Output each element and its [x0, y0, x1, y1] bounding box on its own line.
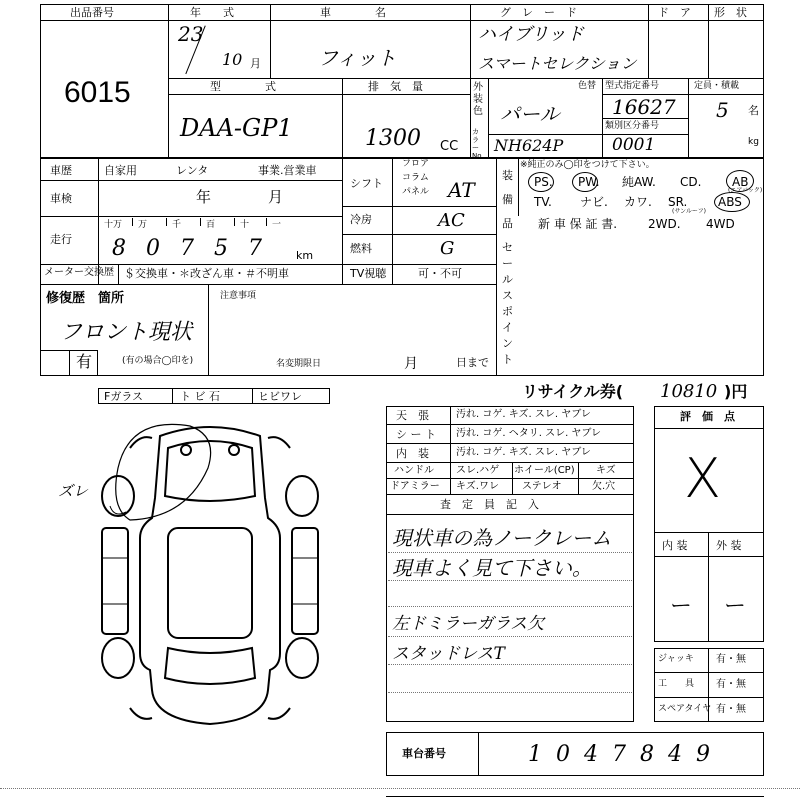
equipment-label: 装備品 [502, 169, 513, 230]
circle-ab [726, 170, 754, 192]
condition-label: 内 装 [396, 447, 429, 460]
lot-number: 6015 [64, 76, 131, 109]
car-diagram [90, 408, 330, 748]
equipment-note: ※純正のみ◯印をつけて下さい。 [520, 160, 655, 170]
equipment-item: ナビ. [580, 195, 608, 209]
mileage-divider [132, 218, 133, 226]
tool-label: 工 具 [658, 679, 695, 689]
exterior-label: 外 装 [716, 539, 742, 552]
fuel-label: 燃料 [350, 242, 372, 255]
history-label: 車歴 [50, 164, 72, 177]
inspection-month-unit: 月 [268, 188, 284, 206]
wheel-items: キズ [596, 465, 616, 476]
car-name-value: フィット [318, 46, 397, 70]
month-unit: 月 [250, 57, 261, 70]
mileage-divider [200, 218, 201, 226]
glass-chip: ト ビ 石 [180, 390, 220, 403]
interior-label: 内 装 [662, 539, 688, 552]
glass-crack: ヒビワレ [258, 390, 302, 403]
name-change-day: 日まで [456, 356, 489, 369]
inspector-label: 査 定 員 記 入 [440, 498, 539, 511]
mileage-digit: 7 [180, 236, 194, 261]
circle-pw [572, 172, 598, 192]
recycle-value: 10810 [660, 381, 718, 402]
mileage-divider [166, 218, 167, 226]
equipment-item: PS. [534, 175, 553, 189]
mirror-label: ドアミラー [390, 481, 440, 492]
mileage-unit: km [296, 249, 314, 262]
grade-label: グ レ ー ド [500, 6, 577, 19]
inspector-line-2: 現車よく見て下さい。 [392, 556, 592, 580]
inspector-line-1: 現状車の為ノークレーム [392, 526, 612, 550]
mileage-divider [266, 218, 267, 226]
shift-option-panel: パネル [402, 187, 430, 197]
car-name-label: 車 名 [320, 6, 386, 19]
mileage-digit-label: 一 [272, 220, 282, 230]
exterior-value: ー [722, 594, 745, 619]
year-value: 23 [178, 22, 204, 46]
condition-label: シ ー ト [396, 428, 436, 441]
meter-label: メーター交換歴 [44, 267, 114, 278]
mileage-digit: 7 [248, 236, 262, 261]
repair-value: フロント現状 [60, 320, 193, 345]
equipment-item: CD. [680, 175, 702, 189]
sales-point-label: セールスポイント [502, 241, 513, 366]
mirror-items: キズ.ワレ [456, 481, 499, 492]
displacement-unit: CC [440, 139, 459, 154]
rating-value: X [684, 447, 721, 510]
tool-value: 有・無 [716, 679, 746, 690]
condition-label: 天 張 [396, 409, 429, 422]
condition-items: 汚れ. コゲ. ヘタリ. スレ. ヤブレ [456, 428, 602, 439]
model-value: DAA-GP1 [180, 114, 293, 142]
equipment-item: 2WD. [648, 217, 681, 231]
handle-label: ハンドル [394, 465, 434, 476]
equipment-item: 新 車 保 証 書. [538, 217, 618, 231]
displacement-value: 1300 [365, 126, 421, 151]
repair-has-label: 有 [76, 352, 93, 371]
color-name-label: 色替 [578, 81, 597, 91]
tool-label: スペアタイヤ [658, 704, 712, 714]
diagram-note: ズレ [58, 482, 89, 500]
stereo-label: ステレオ [522, 481, 562, 492]
exterior-color-label: 外装色 [473, 82, 483, 117]
mileage-digit: 8 [112, 236, 126, 261]
tool-value: 有・無 [716, 704, 746, 715]
stereo-items: 欠.穴 [592, 481, 616, 492]
tv-value: 可・不可 [418, 267, 462, 280]
interior-value: ー [668, 594, 691, 619]
load-unit: kg [748, 137, 759, 147]
history-option-private: 自家用 [104, 164, 137, 177]
meter-note: ＄交換車・＊改ざん車・＃不明車 [124, 267, 289, 280]
inspector-line-3: 左ドミラーガラス欠 [392, 614, 545, 634]
type-designation-label: 型式指定番号 [605, 81, 660, 91]
chassis-label: 車台番号 [402, 747, 446, 760]
circle-ps [528, 172, 554, 192]
mileage-digit-label: 百 [206, 220, 216, 230]
shift-label: シフト [350, 177, 383, 190]
handle-items: スレ.ハゲ [456, 465, 500, 476]
category-label: 類別区分番号 [605, 121, 660, 131]
equipment-item: AB [732, 175, 749, 189]
recycle-unit: )円 [724, 382, 748, 401]
shift-option-floor: フロア [402, 159, 430, 169]
category-value: 0001 [612, 135, 656, 155]
mileage-digit-label: 十万 [104, 220, 123, 230]
chassis-value: 1047849 [528, 742, 724, 767]
inspection-label: 車検 [50, 192, 72, 205]
ac-label: 冷房 [350, 213, 372, 226]
type-designation-value: 16627 [612, 95, 676, 119]
history-option-rental: レンタ [176, 164, 209, 177]
equipment-item: TV. [534, 195, 552, 209]
body-label: 形 状 [714, 6, 747, 19]
capacity-unit: 名 [748, 104, 759, 117]
mileage-label: 走行 [50, 233, 72, 246]
color-code-value: NH624P [494, 136, 564, 155]
inspector-line-4: スタッドレスT [392, 644, 505, 664]
displacement-label: 排 気 量 [368, 80, 423, 93]
mileage-digit-label: 十 [240, 220, 250, 230]
repair-label: 修復歴 箇所 [46, 291, 125, 306]
lot-label: 出品番号 [70, 6, 114, 19]
recycle-label: リサイクル券( [522, 382, 624, 401]
fuel-value: G [440, 238, 455, 259]
month-value: 10 [222, 50, 243, 69]
equipment-item: 純AW. [622, 175, 656, 189]
ab-sub: (エアバック) [728, 187, 763, 194]
equipment-item: SR. [668, 195, 688, 209]
ac-value: AC [438, 210, 465, 231]
shift-value: AT [448, 178, 475, 202]
shift-option-column: コラム [402, 173, 429, 183]
tool-label: ジャッキ [658, 654, 694, 664]
sr-sub: (サンルーフ) [672, 208, 706, 215]
mileage-digit-label: 万 [138, 220, 148, 230]
mileage-digit: 0 [146, 236, 160, 261]
equipment-item: 4WD [706, 217, 735, 231]
mileage-divider [234, 218, 235, 226]
grade-value-1: ハイブリッド [478, 24, 585, 45]
repair-has-note: (有の場合◯印を) [122, 356, 194, 366]
inspection-year-unit: 年 [196, 188, 212, 206]
grade-value-2: スマートセレクション [478, 54, 637, 73]
door-label: ド ア [658, 6, 691, 19]
mileage-digit: 5 [214, 236, 228, 261]
model-label: 型 式 [210, 80, 276, 93]
rating-label: 評 価 点 [680, 410, 735, 423]
name-change-month: 月 [404, 356, 418, 372]
notes-label: 注意事項 [220, 291, 257, 301]
capacity-label: 定員・積載 [694, 81, 740, 91]
wheel-label: ホイール(CP) [514, 465, 575, 476]
equipment-item: カワ. [624, 195, 652, 209]
mileage-digit-label: 千 [172, 220, 182, 230]
condition-items: 汚れ. コゲ. キズ. スレ. ヤブレ [456, 447, 591, 458]
year-label: 年 式 [190, 6, 234, 19]
color-code-label: カラーNo. [472, 128, 484, 160]
equipment-item: ABS [718, 195, 742, 209]
name-change-label: 名変期限日 [276, 359, 322, 369]
equipment-item: PW. [578, 175, 600, 189]
condition-items: 汚れ. コゲ. キズ. スレ. ヤブレ [456, 409, 591, 420]
tv-label: TV視聴 [350, 267, 387, 280]
tool-value: 有・無 [716, 654, 746, 665]
glass-front: Fガラス [104, 390, 143, 403]
capacity-value: 5 [716, 98, 729, 122]
color-value: パール [500, 102, 560, 126]
circle-abs [714, 192, 750, 212]
history-option-business: 事業.営業車 [258, 164, 317, 177]
